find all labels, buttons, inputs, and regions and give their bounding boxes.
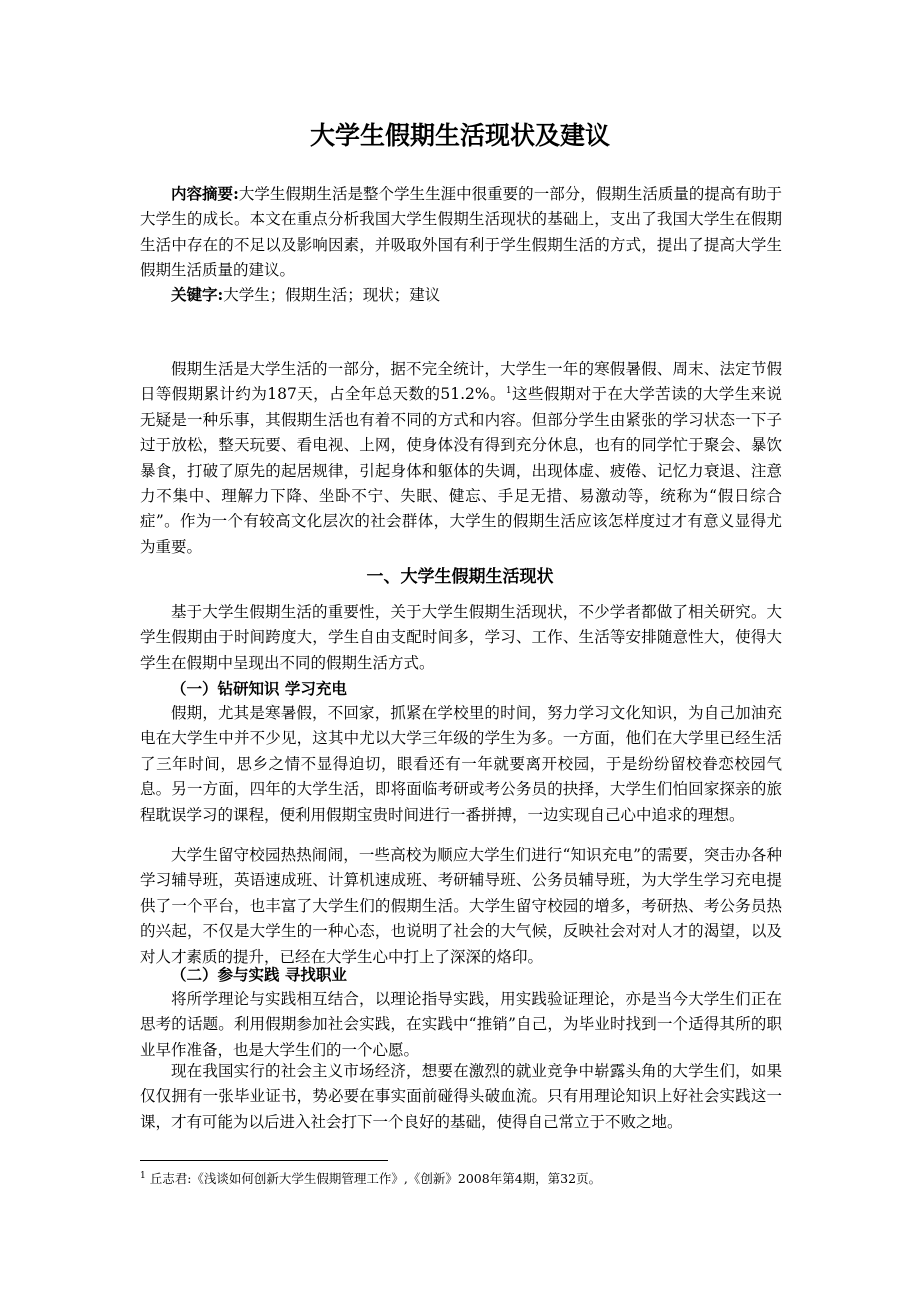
footnote-divider: [140, 1160, 388, 1161]
keywords-text: 大学生；假期生活；现状；建议: [223, 286, 441, 304]
page-title: 大学生假期生活现状及建议: [309, 121, 610, 150]
intro-text-after: 这些假期对于在大学苦读的大学生来说无疑是一种乐事，其假期生活也有着不同的方式和内容。但部分学生由紧张的学习状态一下子过于放松，整天玩要、看电视、上网，使身体没有得到充分休息，也有的同学忙于聚会、暴饮暴食，打破了原先的起居规律，引起身体和躯体的失调，出现体虚、疲倦、记忆力衰退、注意力不集中、理解力下降、坐卧不宁、失眠、健忘、手足无措、易激动等，统称为“假日综合症”。作为一个有较高文化层次的社会群体，大学生的假期生活应该怎样度过才有意义显得尤为重要。: [140, 385, 782, 556]
footnote-ref[interactable]: 1: [505, 386, 512, 397]
subsection1-paragraph-2: 大学生留守校园热热闹闹，一些高校为顺应大学生们进行“知识充电”的需要，突击办各种学习辅导班，英语速成班、计算机速成班、考研辅导班、公务员辅导班，为大学生学习充电提供了一个平台，也丰富了大学生们的假期生活。大学生留守校园的增多，考研热、考公务员热的兴起，不仅是大学生的一种心态，也说明了社会的大气候，反映社会对对人才的渴望，以及对人才素质的提升，已经在大学生心中打上了深深的烙印。: [140, 846, 782, 966]
abstract-label: 内容摘要:: [171, 184, 239, 203]
section-heading-1: 一、大学生假期生活现状: [366, 567, 554, 587]
keywords-paragraph: [140, 282, 782, 308]
intro-paragraph: [140, 357, 782, 560]
keywords-label: 关键字:: [171, 285, 224, 304]
footnote-text: 丘志君:《浅谈如何创新大学生假期管理工作》,《创新》2008年第4期，第32页。: [149, 1171, 602, 1186]
abstract-text: 大学生假期生活是整个学生生涯中很重要的一部分，假期生活质量的提高有助于大学生的成长。本文在重点分析我国大学生假期生活现状的基础上，支出了我国大学生在假期生活中存在的不足以及影响因素，并吸取外国有利于学生假期生活的方式，提出了提高大学生假期生活质量的建议。: [140, 185, 782, 280]
subsection-heading-1: （一）钻研知识 学习充电: [171, 679, 347, 698]
subsection2-paragraph-1: 将所学理论与实践相互结合，以理论指导实践，用实践验证理论，亦是当今大学生们正在思考的话题。利用假期参加社会实践，在实践中“推销”自己，为毕业时找到一个适得其所的职业早作准备，也是大学生们的一个心愿。: [140, 990, 782, 1059]
subsection1-paragraph-1: 假期，尤其是寒暑假，不回家，抓紧在学校里的时间，努力学习文化知识，为自己加油充电在大学生中并不少见，这其中尤以大学三年级的学生为多。一方面，他们在大学里已经生活了三年时间，思乡之情不显得迫切，眼看还有一年就要离开校园，于是纷纷留校眷恋校园气息。另一方面，四年的大学生活，即将面临考研或考公务员的抉择，大学生们怕回家探亲的旅程耽误学习的课程，便利用假期宝贵时间进行一番拼搏，一边实现自己心中追求的理想。: [140, 704, 782, 824]
abstract-paragraph: [140, 181, 782, 284]
footnote: [140, 1170, 601, 1188]
subsection2-paragraph-2: 现在我国实行的社会主义市场经济，想要在激烈的就业竞争中崭露头角的大学生们，如果仅仅拥有一张毕业证书，势必要在事实面前碰得头破血流。只有用理论知识上好社会实践这一课，才有可能为以后进入社会打下一个良好的基础，使得自己常立于不败之地。: [140, 1062, 782, 1131]
subsection-heading-2: （二）参与实践 寻找职业: [171, 965, 347, 984]
section1-intro-paragraph: 基于大学生假期生活的重要性，关于大学生假期生活现状，不少学者都做了相关研究。大学生假期由于时间跨度大，学生自由支配时间多，学习、工作、生活等安排随意性大，使得大学生在假期中呈现出不同的假期生活方式。: [140, 603, 782, 672]
footnote-mark: 1: [140, 1170, 146, 1181]
intro-text-before: 假期生活是大学生活的一部分，据不完全统计，大学生一年的寒假暑假、周末、法定节假日等假期累计约为187天，占全年总天数的51.2%。: [140, 360, 782, 404]
